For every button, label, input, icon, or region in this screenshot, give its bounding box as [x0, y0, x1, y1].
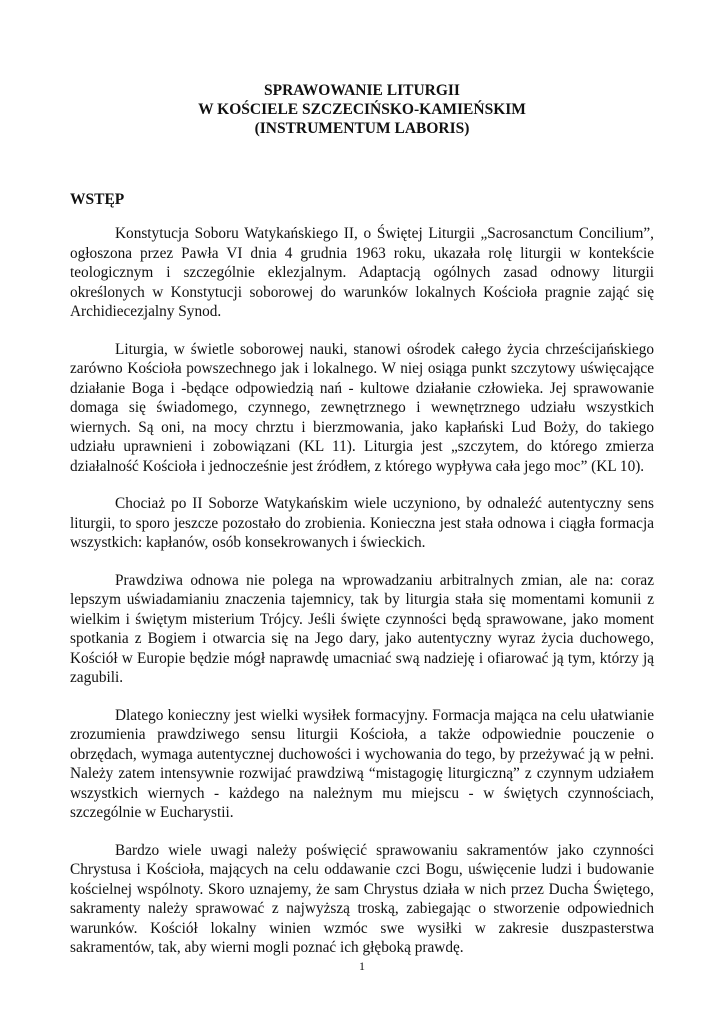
paragraph-4: Prawdziwa odnowa nie polega na wprowadzaniu arbitralnych zmian, ale na: coraz lepszym uświadamianiu znaczenia tajemnicy, tak by liturgia stała się momentami komunii z wielkim i świętym misterium Trójcy. Jeśli święte czynności będą sprawowane, jako moment spotkania z Bogiem i otwarcia się na Jego dary, jako autentyczny wyraz życia duchowego, Kościół w Europie będzie mógł naprawdę umacniać swą nadzieję i ofiarować ją tym, którzy ją zagubili.	[70, 571, 654, 686]
page-number: 1	[359, 959, 365, 973]
title-line-2: W KOŚCIELE SZCZECIŃSKO-KAMIEŃSKIM	[198, 101, 526, 118]
title-line-3: (INSTRUMENTUM LABORIS)	[254, 120, 470, 137]
title-line-1: SPRAWOWANIE LITURGII	[264, 82, 460, 99]
body-text	[70, 224, 654, 976]
document-title	[0, 81, 724, 138]
paragraph-3: Chociaż po II Soborze Watykańskim wiele uczyniono, by odnaleźć autentyczny sens liturgii, to sporo jeszcze pozostało do zrobienia. Konieczna jest stała odnowa i ciągła formacja wszystkich: kapłanów, osób konsekrowanych i świeckich.	[70, 495, 654, 551]
paragraph-6: Bardzo wiele uwagi należy poświęcić sprawowaniu sakramentów jako czynności Chrystusa i Kościoła, mających na celu oddawanie czci Bogu, uświęcenie ludzi i budowanie kościelnej wspólnoty. Skoro uznajemy, że sam Chrystus działa w nich przez Ducha Świętego, sakramenty należy sprawować z najwyższą troską, zabiegając o stworzenie odpowiednich warunków. Kościół lokalny winien wzmóc swe wysiłki w zakresie duszpasterstwa sakramentów, tak, aby wierni mogli poznać ich głęboką prawdę.	[70, 841, 654, 956]
section-heading: WSTĘP	[70, 191, 125, 208]
paragraph-1: Konstytucja Soboru Watykańskiego II, o Świętej Liturgii „Sacrosanctum Concilium”, ogłoszona przez Pawła VI dnia 4 grudnia 1963 roku, ukazała rolę liturgii w kontekście teologicznym i szczególnie eklezjalnym. Adaptacją ogólnych zasad odnowy liturgii określonych w Konstytucji soborowej do warunków lokalnych Kościoła pragnie zająć się Archidiecezjalny Synod.	[70, 225, 654, 320]
paragraph-2: Liturgia, w świetle soborowej nauki, stanowi ośrodek całego życia chrześcijańskiego zarówno Kościoła powszechnego jak i lokalnego. W niej osiąga punkt szczytowy uświęcające działanie Boga i -będące odpowiedzią nań - kultowe działanie człowieka. Jej sprawowanie domaga się świadomego, czynnego, zewnętrznego i wewnętrznego udziału wszystkich wiernych. Są oni, na mocy chrztu i bierzmowania, jako kapłański Lud Boży, do takiego udziału uprawnieni i zobowiązani (KL 11). Liturgia jest „szczytem, do którego zmierza działalność Kościoła i jednocześnie jest źródłem, z którego wypływa cała jego moc” (KL 10).	[70, 340, 654, 475]
paragraph-5: Dlatego konieczny jest wielki wysiłek formacyjny. Formacja mająca na celu ułatwianie zrozumienia prawdziwego sensu liturgii Kościoła, a także odpowiednie pouczenie o obrzędach, wymaga autentycznej duchowości i wychowania do tego, by przeżywać ją w pełni. Należy zatem intensywnie rozwijać prawdziwą “mistagogię liturgiczną” z czynnym udziałem wszystkich wiernych - każdego na należnym mu miejscu - w świętych czynnościach, szczególnie w Eucharystii.	[70, 706, 654, 821]
